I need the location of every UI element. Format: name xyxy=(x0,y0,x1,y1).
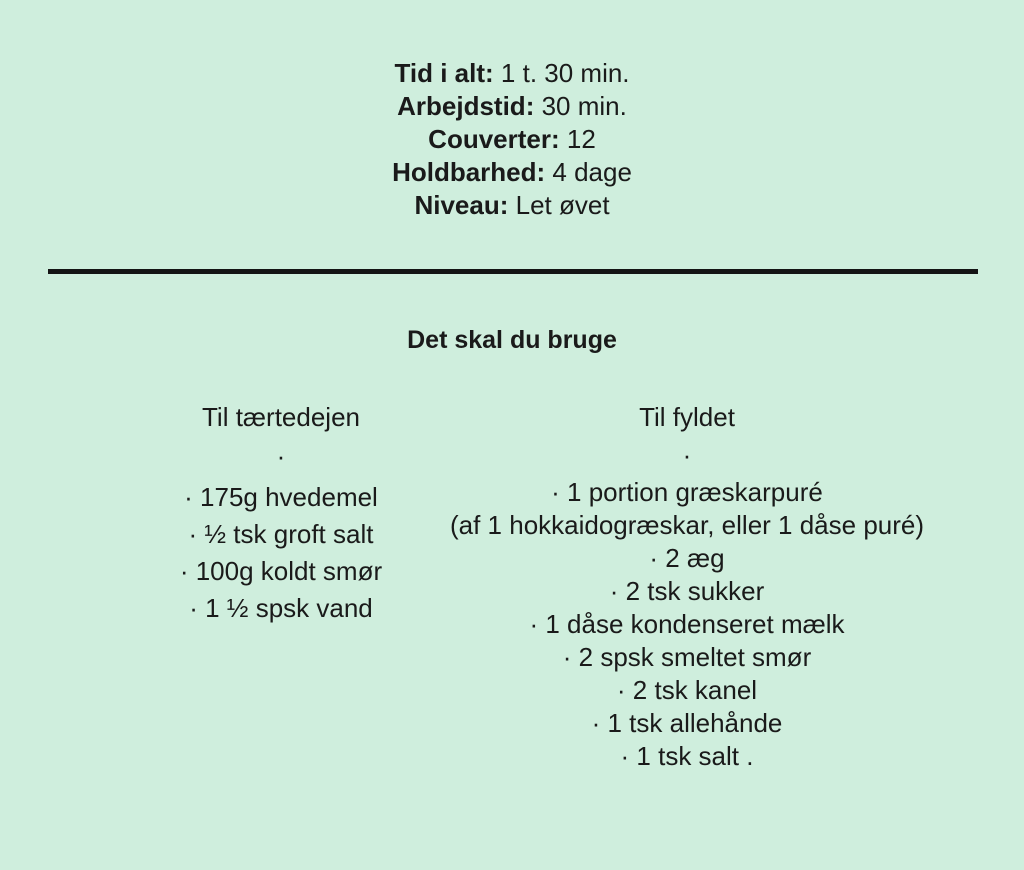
list-item: · 1 portion græskarpuré xyxy=(551,477,823,507)
list-item: · 2 tsk sukker xyxy=(609,576,765,606)
list-item: · 2 æg xyxy=(649,543,725,573)
meta-row-couverter xyxy=(0,123,1024,156)
list-item: · 1 ½ spsk vand xyxy=(189,593,373,623)
meta-label: Tid i alt: xyxy=(394,58,494,88)
meta-row-tid-i-alt xyxy=(0,57,1024,90)
list-item: · 2 spsk smeltet smør xyxy=(562,642,812,672)
meta-label: Niveau: xyxy=(414,190,509,220)
lead-bullet-dough: · xyxy=(276,441,286,471)
meta-value: 4 dage xyxy=(552,157,632,187)
ingredient-column-filling xyxy=(432,400,942,773)
meta-row-arbejdstid xyxy=(0,90,1024,123)
list-item: · 100g koldt smør xyxy=(179,556,383,586)
list-item: · 175g hvedemel xyxy=(184,482,378,512)
column-title-filling: Til fyldet xyxy=(639,402,735,432)
section-divider xyxy=(48,269,978,274)
ingredient-list-filling xyxy=(432,476,942,773)
recipe-meta-block xyxy=(0,57,1024,222)
lead-bullet-filling: · xyxy=(682,440,692,470)
meta-value: 12 xyxy=(566,124,596,154)
list-item: · 2 tsk kanel xyxy=(616,675,758,705)
list-item: · 1 tsk salt . xyxy=(620,741,754,771)
meta-row-niveau xyxy=(0,189,1024,222)
meta-label: Couverter: xyxy=(428,124,560,154)
list-item: · 1 dåse kondenseret mælk xyxy=(529,609,845,639)
meta-row-holdbarhed xyxy=(0,156,1024,189)
meta-label: Arbejdstid: xyxy=(397,91,535,121)
list-item: · ½ tsk groft salt xyxy=(188,519,374,549)
list-item: (af 1 hokkaidogræskar, eller 1 dåse puré) xyxy=(449,510,925,540)
list-item: · 1 tsk allehånde xyxy=(591,708,783,738)
meta-value: 1 t. 30 min. xyxy=(500,58,630,88)
meta-value: 30 min. xyxy=(541,91,627,121)
column-title-dough: Til tærtedejen xyxy=(202,402,360,432)
meta-value: Let øvet xyxy=(515,190,610,220)
meta-label: Holdbarhed: xyxy=(392,157,546,187)
ingredients-section-heading: Det skal du bruge xyxy=(407,326,617,354)
